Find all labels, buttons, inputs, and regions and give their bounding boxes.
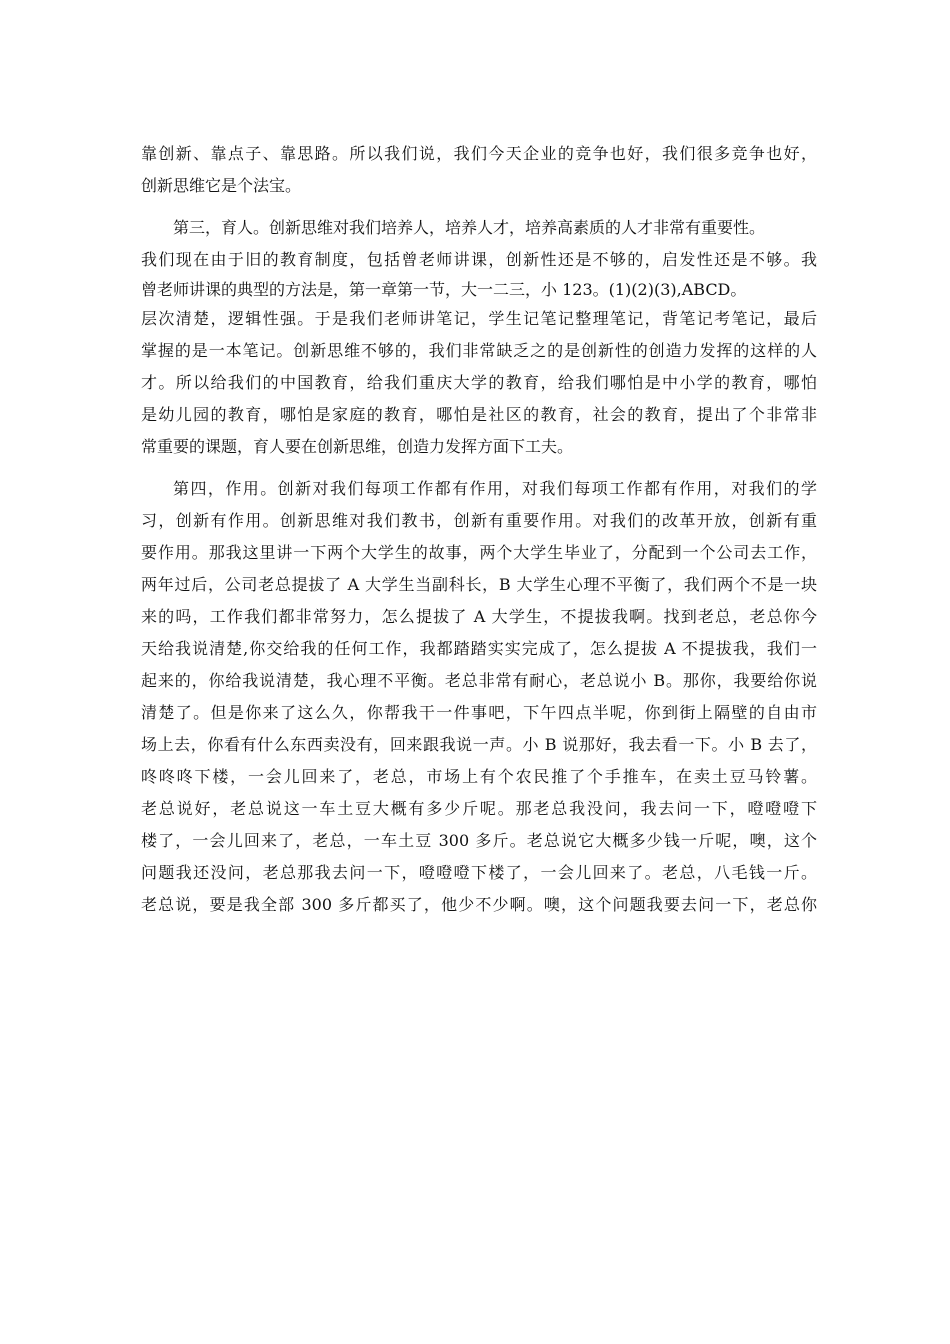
text-line: 老总说好，老总说这一车土豆大概有多少斤呢。那老总我没问，我去问一下，噔噔噔下 <box>141 799 817 818</box>
text-line: 我们现在由于旧的教育制度，包括曾老师讲课，创新性还是不够的，启发性还是不够。我 <box>141 250 817 269</box>
text-line: 老总说，要是我全部 300 多斤都买了，他少不少啊。噢，这个问题我要去问一下，老总你 <box>141 895 817 914</box>
text-line: 习，创新有作用。创新思维对我们教书，创新有重要作用。对我们的改革开放，创新有重 <box>141 511 817 530</box>
text-line: 咚咚咚下楼，一会儿回来了，老总，市场上有个农民推了个手推车，在卖土豆马铃薯。 <box>141 767 817 786</box>
text-line: 靠创新、靠点子、靠思路。所以我们说，我们今天企业的竞争也好，我们很多竞争也好， <box>141 144 817 163</box>
text-line: 起来的，你给我说清楚，我心理不平衡。老总非常有耐心，老总说小 B。那你，我要给你说 <box>141 671 817 690</box>
text-line: 两年过后，公司老总提拔了 A 大学生当副科长，B 大学生心理不平衡了，我们两个不是一块 <box>141 575 817 594</box>
text-line: 层次清楚，逻辑性强。于是我们老师讲笔记，学生记笔记整理笔记，背笔记考笔记，最后 <box>141 309 817 328</box>
text-line: 天给我说清楚,你交给我的任何工作，我都踏踏实实完成了，怎么提拔 A 不提拔我，我们一 <box>141 639 817 658</box>
text-line: 是幼儿园的教育，哪怕是家庭的教育，哪怕是社区的教育，社会的教育，提出了个非常非 <box>141 405 817 424</box>
text-line: 来的吗，工作我们都非常努力，怎么提拔了 A 大学生，不提拔我啊。找到老总，老总你今 <box>141 607 817 626</box>
text-line: 清楚了。但是你来了这么久，你帮我干一件事吧，下午四点半呢，你到街上隔壁的自由市 <box>141 703 817 722</box>
text-line: 楼了，一会儿回来了，老总，一车土豆 300 多斤。老总说它大概多少钱一斤呢，噢，这个 <box>141 831 817 850</box>
text-line: 才。所以给我们的中国教育，给我们重庆大学的教育，给我们哪怕是中小学的教育，哪怕 <box>141 373 817 392</box>
text-line: 掌握的是一本笔记。创新思维不够的，我们非常缺乏之的是创新性的创造力发挥的这样的人 <box>141 341 817 360</box>
text-line: 问题我还没问，老总那我去问一下，噔噔噔下楼了，一会儿回来了。老总，八毛钱一斤。 <box>141 863 817 882</box>
document-body <box>141 138 817 921</box>
paragraph-first-line: 第四，作用。创新对我们每项工作都有作用，对我们每项工作都有作用，对我们的学 <box>173 479 817 498</box>
paragraph-first-line: 第三，育人。创新思维对我们培养人，培养人才，培养高素质的人才非常有重要性。 <box>173 218 766 237</box>
text-line: 要作用。那我这里讲一下两个大学生的故事，两个大学生毕业了，分配到一个公司去工作， <box>141 543 817 562</box>
text-line: 场上去，你看有什么东西卖没有，回来跟我说一声。小 B 说那好，我去看一下。小 B 去了， <box>141 735 817 754</box>
text-line: 曾老师讲课的典型的方法是，第一章第一节，大一二三，小 123。(1)(2)(3),ABCD。 <box>141 280 747 299</box>
text-line: 常重要的课题，育人要在创新思维，创造力发挥方面下工夫。 <box>141 437 574 456</box>
text-line: 创新思维它是个法宝。 <box>141 176 302 195</box>
